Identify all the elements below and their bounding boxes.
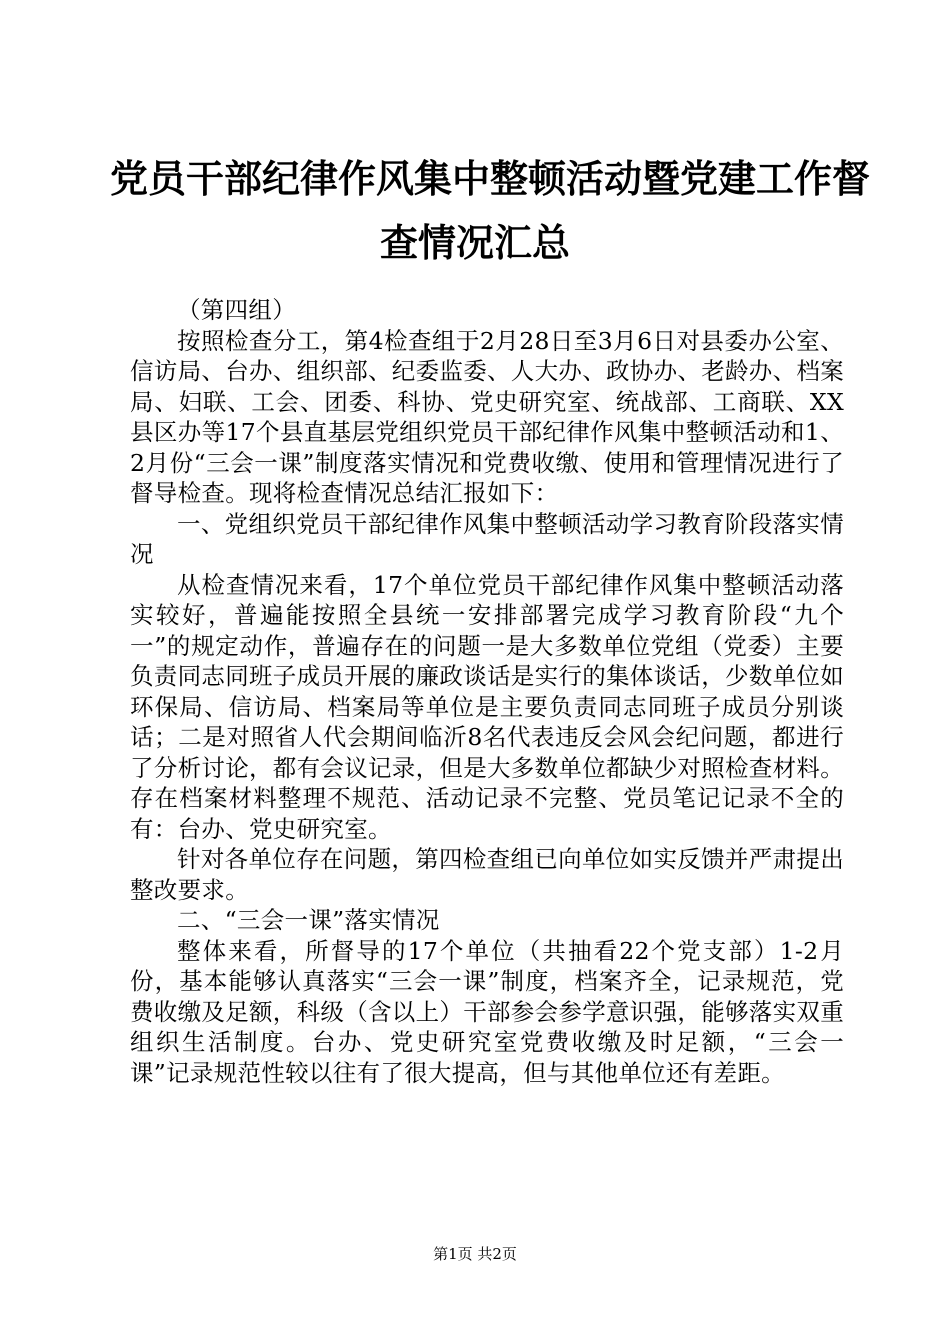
- document-body: [130, 295, 844, 1088]
- rectification-paragraph: 针对各单位存在问题，第四检查组已向单位如实反馈并严肃提出整改要求。: [130, 845, 844, 904]
- section-heading-2: 二、“三会一课”落实情况: [177, 906, 440, 934]
- document-title-line2: 查情况汇总: [379, 221, 570, 265]
- section-heading-1: 一、党组织党员干部纪律作风集中整顿活动学习教育阶段落实情况: [130, 509, 844, 568]
- document-title-line1: 党员干部纪律作风集中整顿活动暨党建工作督: [110, 157, 871, 201]
- group-label: （第四组）: [177, 296, 296, 324]
- intro-paragraph: 按照检查分工，第4检查组于2月28日至3月6日对县委办公室、信访局、台办、组织部、纪委监委、人大办、政协办、老龄办、档案局、妇联、工会、团委、科协、党史研究室、统战部、工商联、XX县区办等17个县直基层党组织党员干部纪律作风集中整顿活动和1、2月份“三会一课”制度落实情况和党费收缴、使用和管理情况进行了督导检查。现将检查情况总结汇报如下：: [130, 326, 844, 507]
- section-1-paragraph: 从检查情况来看，17个单位党员干部纪律作风集中整顿活动落实较好，普遍能按照全县统一安排部署完成学习教育阶段“九个一”的规定动作，普遍存在的问题一是大多数单位党组（党委）主要负责同志同班子成员开展的廉政谈话是实行的集体谈话，少数单位如环保局、信访局、档案局等单位是主要负责同志同班子成员分别谈话；二是对照省人代会期间临沂8名代表违反会风会纪问题，都进行了分析讨论，都有会议记录，但是大多数单位都缺少对照检查材料。存在档案材料整理不规范、活动记录不完整、党员笔记记录不全的有：台办、党史研究室。: [130, 570, 844, 843]
- section-2-paragraph: 整体来看，所督导的17个单位（共抽看22个党支部）1-2月份，基本能够认真落实“三会一课”制度，档案齐全，记录规范，党费收缴及足额，科级（含以上）干部参会参学意识强，能够落实双重组织生活制度。台办、党史研究室党费收缴及时足额，“三会一课”记录规范性较以往有了很大提高，但与其他单位还有差距。: [130, 936, 844, 1087]
- page-number-footer: 第1页 共2页: [433, 1245, 517, 1263]
